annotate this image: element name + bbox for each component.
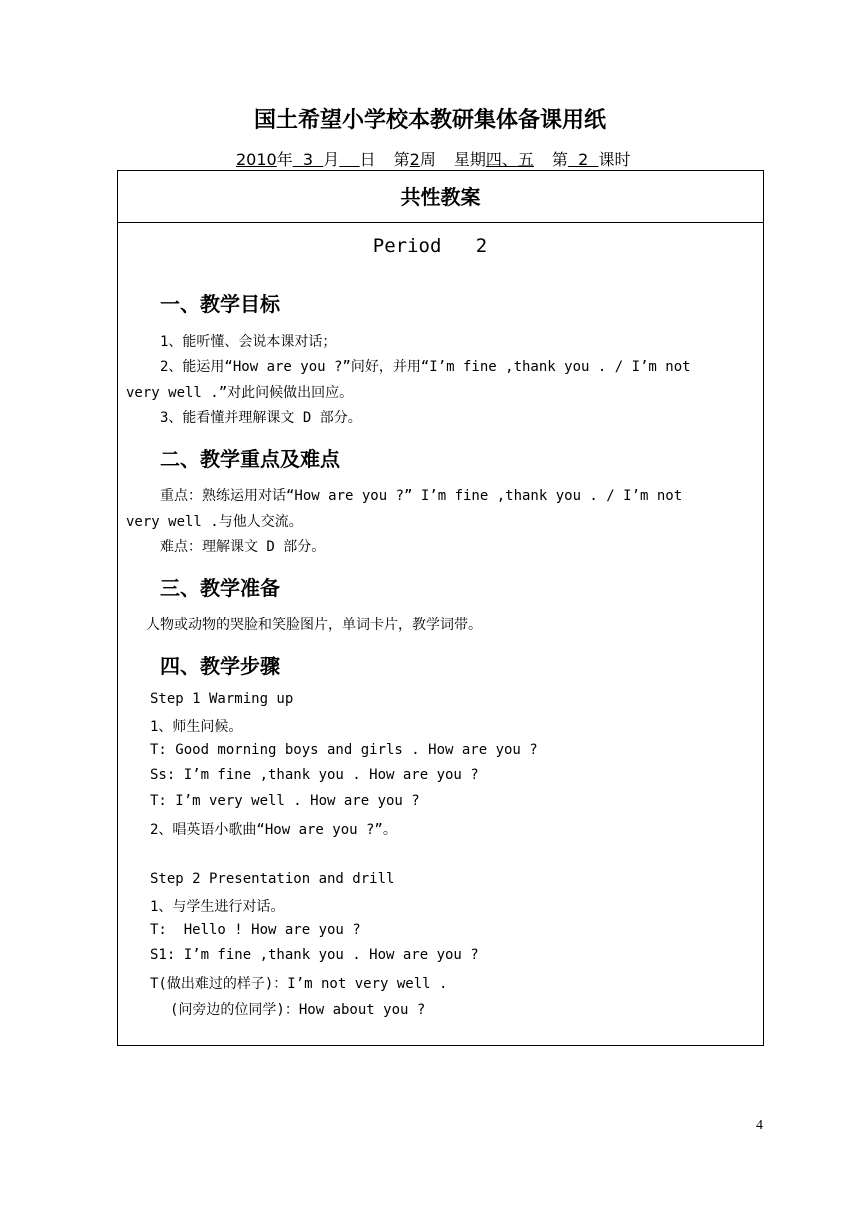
goals-line: 1、能听懂、会说本课对话；: [160, 334, 337, 350]
goals-line: 2、能运用“How are you ?”问好，并用“I’m fine ,thank you . / I’m not: [160, 359, 691, 375]
key-points-line: very well .与他人交流。: [126, 514, 303, 530]
key-points-line: 难点：理解课文 D 部分。: [160, 539, 326, 555]
step-2-line: 1、与学生进行对话。: [150, 899, 285, 915]
section-heading-preparation: 三、教学准备: [160, 576, 280, 600]
month-value: 3: [292, 150, 324, 169]
step-2-title: Step 2 Presentation and drill: [150, 871, 395, 887]
date-line: [236, 147, 630, 170]
year-label: 年: [276, 150, 293, 169]
step-1-title: Step 1 Warming up: [150, 691, 294, 707]
page-number: 4: [756, 1118, 763, 1133]
section-heading-goals: 一、教学目标: [160, 292, 280, 316]
goals-line: very well .”对此问候做出回应。: [126, 385, 354, 401]
step-1-line: Ss: I’m fine ,thank you . How are you ?: [150, 767, 479, 783]
lesson-label: 课时: [598, 150, 631, 169]
month-label: 月: [323, 150, 340, 169]
lesson-value: 2: [567, 150, 599, 169]
table-header: 共性教案: [118, 171, 763, 223]
period-heading: Period 2: [372, 235, 488, 257]
step-2-line: T(做出难过的样子)：I’m not very well .: [150, 976, 448, 992]
step-2-line: S1: I’m fine ,thank you . How are you ?: [150, 947, 479, 963]
day-value: [339, 150, 359, 169]
key-points-line: 重点：熟练运用对话“How are you ?” I’m fine ,thank you . / I’m not: [160, 488, 683, 504]
week-value: 2: [409, 150, 420, 169]
step-1-line: T: I’m very well . How are you ?: [150, 793, 420, 809]
goals-line: 3、能看懂并理解课文 D 部分。: [160, 410, 362, 426]
section-heading-steps: 四、教学步骤: [160, 654, 280, 678]
step-1-line: 2、唱英语小歌曲“How are you ?”。: [150, 822, 397, 838]
section-heading-key-points: 二、教学重点及难点: [160, 447, 340, 471]
step-1-line: T: Good morning boys and girls . How are you ?: [150, 742, 538, 758]
weekday-value: 四、五: [485, 150, 534, 169]
step-1-line: 1、师生问候。: [150, 719, 243, 735]
step-2-line: T: Hello ! How are you ?: [150, 922, 361, 938]
document-title: 国土希望小学校本教研集体备课用纸: [253, 108, 606, 133]
week-label: 周: [419, 150, 436, 169]
weekday-label: 星期: [453, 150, 486, 169]
year-value: 2010: [236, 150, 277, 169]
week-prefix: 第: [393, 150, 410, 169]
step-2-line: (问旁边的位同学)：How about you ?: [170, 1002, 426, 1018]
preparation-line: 人物或动物的哭脸和笑脸图片，单词卡片，教学词带。: [146, 617, 482, 633]
lesson-prefix: 第: [551, 150, 568, 169]
day-label: 日: [359, 150, 376, 169]
